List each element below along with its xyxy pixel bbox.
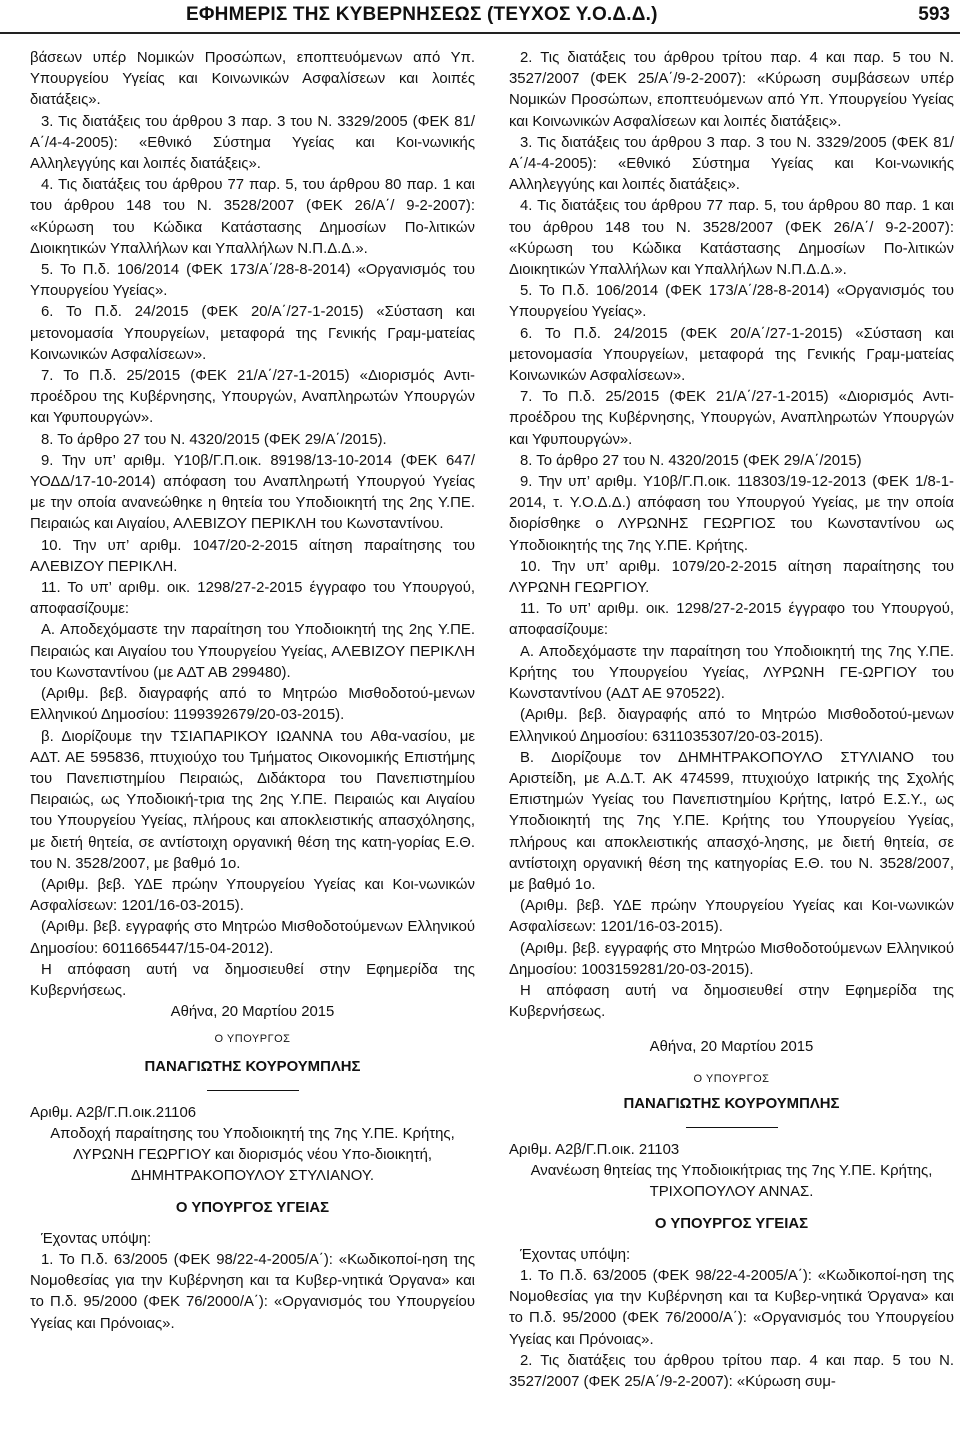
paragraph: Α. Αποδεχόμαστε την παραίτηση του Υποδιοικητή της 2ης Υ.ΠΕ. Πειραιώς και Αιγαίου του Υπουργείου Υγείας, ΑΛΕΒΙΖΟΥ ΠΕΡΙΚΛΗ του Κωνσταντίνου (με ΑΔΤ ΑΒ 299480). xyxy=(30,622,475,681)
decision-reference: Αριθμ. Α2β/Γ.Π.οικ.21106 xyxy=(30,1104,197,1121)
paragraph: 11. Το υπ’ αριθμ. οικ. 1298/27-2-2015 έγγραφο του Υπουργού, αποφασίζουμε: xyxy=(509,601,954,639)
header-divider xyxy=(0,32,960,34)
paragraph: (Αριθμ. βεβ. ΥΔΕ πρώην Υπουργείου Υγείας και Κοι-νωνικών Ασφαλίσεων: 1201/16-03-2015). xyxy=(509,898,954,936)
signature-date: Αθήνα, 20 Μαρτίου 2015 xyxy=(170,1004,335,1021)
paragraph: 1. Το Π.δ. 63/2005 (ΦΕΚ 98/22-4-2005/Α΄): «Κωδικοποί-ηση της Νομοθεσίας για την Κυβέρνηση και τα Κυβερ-νητικά Όργανα» και το Π.δ. 95/2000 (ΦΕΚ 76/2000/Α΄): «Οργανισμός του Υπουργείου Υγείας και Πρόνοιας». xyxy=(30,1251,475,1332)
paragraph: (Αριθμ. βεβ. διαγραφής από το Μητρώο Μισθοδοτού-μενων Ελληνικού Δημοσίου: 6311035307/20-03-2015). xyxy=(509,707,954,745)
paragraph: 4. Τις διατάξεις του άρθρου 77 παρ. 5, του άρθρου 80 παρ. 1 και του άρθρου 148 του Ν. 3528/2007 (ΦΕΚ 26/Α΄/ 9-2-2007): «Κύρωση του Κώδικα Κατάστασης Δημοσίων Πο-λιτικών Διοικητικών Υπαλλήλων και Υπαλλήλων Ν.Π.Δ.Δ.». xyxy=(30,177,475,257)
paragraph: 8. Το άρθρο 27 του Ν. 4320/2015 (ΦΕΚ 29/Α΄/2015) xyxy=(520,452,862,469)
signature-date: Αθήνα, 20 Μαρτίου 2015 xyxy=(649,1039,814,1056)
paragraph: 7. Το Π.δ. 25/2015 (ΦΕΚ 21/Α΄/27-1-2015) «Διορισμός Αντι-προέδρου της Κυβέρνησης, Υπουργών, Αναπληρωτών Υπουργών και Υφυπουργών». xyxy=(509,389,954,448)
paragraph: (Αριθμ. βεβ. εγγραφής στο Μητρώο Μισθοδοτούμενων Ελληνικού Δημοσίου: 1003159281/20-03-2015). xyxy=(509,940,954,978)
paragraph: 5. Το Π.δ. 106/2014 (ΦΕΚ 173/Α΄/28-8-2014) «Οργανισμός του Υπουργείου Υγείας». xyxy=(509,283,954,321)
paragraph: 8. Το άρθρο 27 του Ν. 4320/2015 (ΦΕΚ 29/Α΄/2015). xyxy=(41,431,387,448)
paragraph: 2. Τις διατάξεις του άρθρου τρίτου παρ. 4 και παρ. 5 του Ν. 3527/2007 (ΦΕΚ 25/Α΄/9-2-2007): «Κύρωση συμβάσεων υπέρ Νομικών Προσώπων, εποπτευόμενων από Υπ. Υπουργείου Υγείας και Κοινωνικών Ασφαλίσεων και λοιπές διατάξεις». xyxy=(509,50,954,130)
paragraph: Η απόφαση αυτή να δημοσιευθεί στην Εφημερίδα της Κυβερνήσεως. xyxy=(30,961,475,999)
paragraph: 3. Τις διατάξεις του άρθρου 3 παρ. 3 του Ν. 3329/2005 (ΦΕΚ 81/Α΄/4-4-2005): «Εθνικό Σύστημα Υγείας και Κοι-νωνικής Αλληλεγγύης και λοιπές διατάξεις». xyxy=(30,113,475,173)
paragraph: 11. Το υπ’ αριθμ. οικ. 1298/27-2-2015 έγγραφο του Υπουργού, αποφασίζουμε: xyxy=(30,580,475,618)
signature-name: ΠΑΝΑΓΙΩΤΗΣ ΚΟΥΡΟΥΜΠΛΗΣ xyxy=(623,1095,840,1112)
signature-title: Ο ΥΠΟΥΡΓΟΣ xyxy=(693,1072,770,1085)
paragraph: Έχοντας υπόψη: xyxy=(41,1230,152,1247)
paragraph: 9. Την υπ’ αριθμ. Υ10β/Γ.Π.οικ. 118303/19-12-2013 (ΦΕΚ 1/8-1-2014, τ. Υ.Ο.Δ.Δ.) απόφαση του Υπουργού Υγείας, με την οποία διορίσθηκε ο ΛΥΡΩΝΗΣ ΓΕΩΡΓΙΟΣ του Κωνσταντίνου ως Υποδιοικητής της 7ης Υ.ΠΕ. Κρήτης. xyxy=(509,474,954,554)
signature-rule xyxy=(686,1127,778,1128)
paragraph: 2. Τις διατάξεις του άρθρου τρίτου παρ. 4 και παρ. 5 του Ν. 3527/2007 (ΦΕΚ 25/Α΄/9-2-2007): «Κύρωση συμ- xyxy=(509,1352,954,1390)
paragraph: 4. Τις διατάξεις του άρθρου 77 παρ. 5, του άρθρου 80 παρ. 1 και του άρθρου 148 του Ν. 3528/2007 (ΦΕΚ 26/Α΄/ 9-2-2007): «Κύρωση του Κώδικα Κατάστασης Δημοσίων Πο-λιτικών Διοικητικών Υπαλλήλων και Υπαλλήλων Ν.Π.Δ.Δ.». xyxy=(509,198,954,279)
paragraph: 10. Την υπ’ αριθμ. 1079/20-2-2015 αίτηση παραίτησης του ΛΥΡΩΝΗ ΓΕΩΡΓΙΟΥ. xyxy=(509,558,954,597)
decision-subject: Ανανέωση θητείας της Υποδιοικήτριας της 7ης Υ.ΠΕ. Κρήτης, ΤΡΙΧΟΠΟΥΛΟΥ ΑΝΝΑΣ. xyxy=(530,1163,933,1201)
paragraph: 10. Την υπ’ αριθμ. 1047/20-2-2015 αίτηση παραίτησης του ΑΛΕΒΙΖΟΥ ΠΕΡΙΚΛΗ. xyxy=(30,537,475,575)
paragraph: Η απόφαση αυτή να δημοσιευθεί στην Εφημερίδα της Κυβερνήσεως. xyxy=(509,982,954,1021)
paragraph: 7. Το Π.δ. 25/2015 (ΦΕΚ 21/Α΄/27-1-2015) «Διορισμός Αντι-προέδρου της Κυβέρνησης, Υπουργών, Αναπληρωτών Υπουργών και Υφυπουργών». xyxy=(30,368,475,427)
page-number: 593 xyxy=(918,4,950,25)
paragraph: β. Διορίζουμε την ΤΣΙΑΠΑΡΙΚΟΥ ΙΩΑΝΝΑ του Αθα-νασίου, με ΑΔΤ. ΑΕ 595836, πτυχιούχο του Τμήματος Οικονομικής Επιστήμης του Πανεπιστημίου Πειραιώς, Διδάκτορα του Πανεπιστημίου Πειραιώς, ως Υποδιοική-τρια της 2ης Υ.ΠΕ. Πειραιώς και Αιγαίου του Υπουργείου Υγείας, πλήρους και αποκλειστικής απασχόλησης, με διετή θητεία, σε αντίστοιχη οργανική θέση της κατη-γορίας Ε.Θ. του Ν. 3528/2007, με βαθμό 1ο. xyxy=(30,728,475,872)
paragraph: 1. Το Π.δ. 63/2005 (ΦΕΚ 98/22-4-2005/Α΄): «Κωδικοποί-ηση της Νομοθεσίας για την Κυβέρνηση και τα Κυβερ-νητικά Όργανα» και το Π.δ. 95/2000 (ΦΕΚ 76/2000/Α΄): «Οργανισμός του Υπουργείου Υγείας και Πρόνοιας». xyxy=(509,1267,954,1348)
paragraph: (Αριθμ. βεβ. εγγραφής στο Μητρώο Μισθοδοτούμενων Ελληνικού Δημοσίου: 6011665447/15-04-2012). xyxy=(30,919,475,957)
decision-heading: Ο ΥΠΟΥΡΓΟΣ ΥΓΕΙΑΣ xyxy=(175,1199,330,1216)
paragraph: (Αριθμ. βεβ. διαγραφής από το Μητρώο Μισθοδοτού-μενων Ελληνικού Δημοσίου: 1199392679/20-03-2015). xyxy=(30,686,475,724)
paragraph: 6. Το Π.δ. 24/2015 (ΦΕΚ 20/Α΄/27-1-2015) «Σύσταση και μετονομασία Υπουργείων, μεταφορά της Γενικής Γραμ-ματείας Κοινωνικών Ασφαλίσεων». xyxy=(30,304,475,363)
signature-title: Ο ΥΠΟΥΡΓΟΣ xyxy=(214,1033,291,1046)
decision-reference: Αριθμ. Α2β/Γ.Π.οικ. 21103 xyxy=(509,1141,680,1158)
paragraph: βάσεων υπέρ Νομικών Προσώπων, εποπτευόμενων από Υπ. Υπουργείου Υγείας και Κοινωνικών Ασφαλίσεων και λοιπές διατάξεις». xyxy=(30,50,475,109)
paragraph: (Αριθμ. βεβ. ΥΔΕ πρώην Υπουργείου Υγείας και Κοι-νωνικών Ασφαλίσεων: 1201/16-03-2015). xyxy=(30,876,475,915)
paragraph: Έχοντας υπόψη: xyxy=(520,1246,631,1263)
page-header xyxy=(0,0,960,36)
signature-rule xyxy=(207,1090,299,1091)
paragraph: 5. Το Π.δ. 106/2014 (ΦΕΚ 173/Α΄/28-8-2014) «Οργανισμός του Υπουργείου Υγείας». xyxy=(30,262,475,300)
signature-name: ΠΑΝΑΓΙΩΤΗΣ ΚΟΥΡΟΥΜΠΛΗΣ xyxy=(144,1058,361,1075)
left-column xyxy=(30,48,475,1335)
paragraph: 9. Την υπ’ αριθμ. Υ10β/Γ.Π.οικ. 89198/13-10-2014 (ΦΕΚ 647/ΥΟΔΔ/17-10-2014) απόφαση του Αναπληρωτή Υπουργού Υγείας με την οποία ανανεώθηκε η θητεία του Υποδιοικητή της 2ης Υ.ΠΕ. Πειραιώς και Αιγαίου, ΑΛΕΒΙΖΟΥ ΠΕΡΙΚΛΗ του Κωνσταντίνου. xyxy=(30,452,475,533)
paragraph: Α. Αποδεχόμαστε την παραίτηση του Υποδιοικητή της 7ης Υ.ΠΕ. Κρήτης του Υπουργείου Υγείας, ΛΥΡΩΝΗ ΓΕ-ΩΡΓΙΟΥ του Κωνσταντίνου (ΑΔΤ ΑΕ 970522). xyxy=(509,643,954,703)
gazette-title: ΕΦΗΜΕΡΙΣ ΤΗΣ ΚΥΒΕΡΝΗΣΕΩΣ (ΤΕΥΧΟΣ Υ.Ο.Δ.Δ.) xyxy=(186,4,658,25)
decision-heading: Ο ΥΠΟΥΡΓΟΣ ΥΓΕΙΑΣ xyxy=(654,1215,809,1232)
paragraph: 6. Το Π.δ. 24/2015 (ΦΕΚ 20/Α΄/27-1-2015) «Σύσταση και μετονομασία Υπουργείων, μεταφορά της Γενικής Γραμ-ματείας Κοινωνικών Ασφαλίσεων». xyxy=(509,325,954,385)
right-column xyxy=(509,48,954,1393)
paragraph: Β. Διορίζουμε τον ΔΗΜΗΤΡΑΚΟΠΟΥΛΟ ΣΤΥΛΙΑΝΟ του Αριστείδη, με Α.Δ.Τ. ΑΚ 474599, πτυχιούχο Ιατρικής της Σχολής Επιστημών Υγείας του Πανεπιστημίου Κρήτης, Ιατρό Ε.Σ.Υ., ως Υποδιοικητή της 7ης Υ.ΠΕ. Κρήτης του Υπουργείου Υγείας, πλήρους και αποκλειστικής απασχό-λησης, με διετή θητεία, σε αντίστοιχη οργανική θέση της κατηγορίας Ε.Θ. του Ν. 3528/2007, με βαθμό 1ο. xyxy=(509,749,954,893)
decision-subject: Αποδοχή παραίτησης του Υποδιοικητή της 7ης Υ.ΠΕ. Κρήτης, ΛΥΡΩΝΗ ΓΕΩΡΓΙΟΥ και διορισμός νέου Υπο-διοικητή, ΔΗΜΗΤΡΑΚΟΠΟΥΛΟΥ ΣΤΥΛΙΑΝΟΥ. xyxy=(50,1125,455,1185)
paragraph: 3. Τις διατάξεις του άρθρου 3 παρ. 3 του Ν. 3329/2005 (ΦΕΚ 81/Α΄/4-4-2005): «Εθνικό Σύστημα Υγείας και Κοι-νωνικής Αλληλεγγύης και λοιπές διατάξεις». xyxy=(509,134,954,194)
